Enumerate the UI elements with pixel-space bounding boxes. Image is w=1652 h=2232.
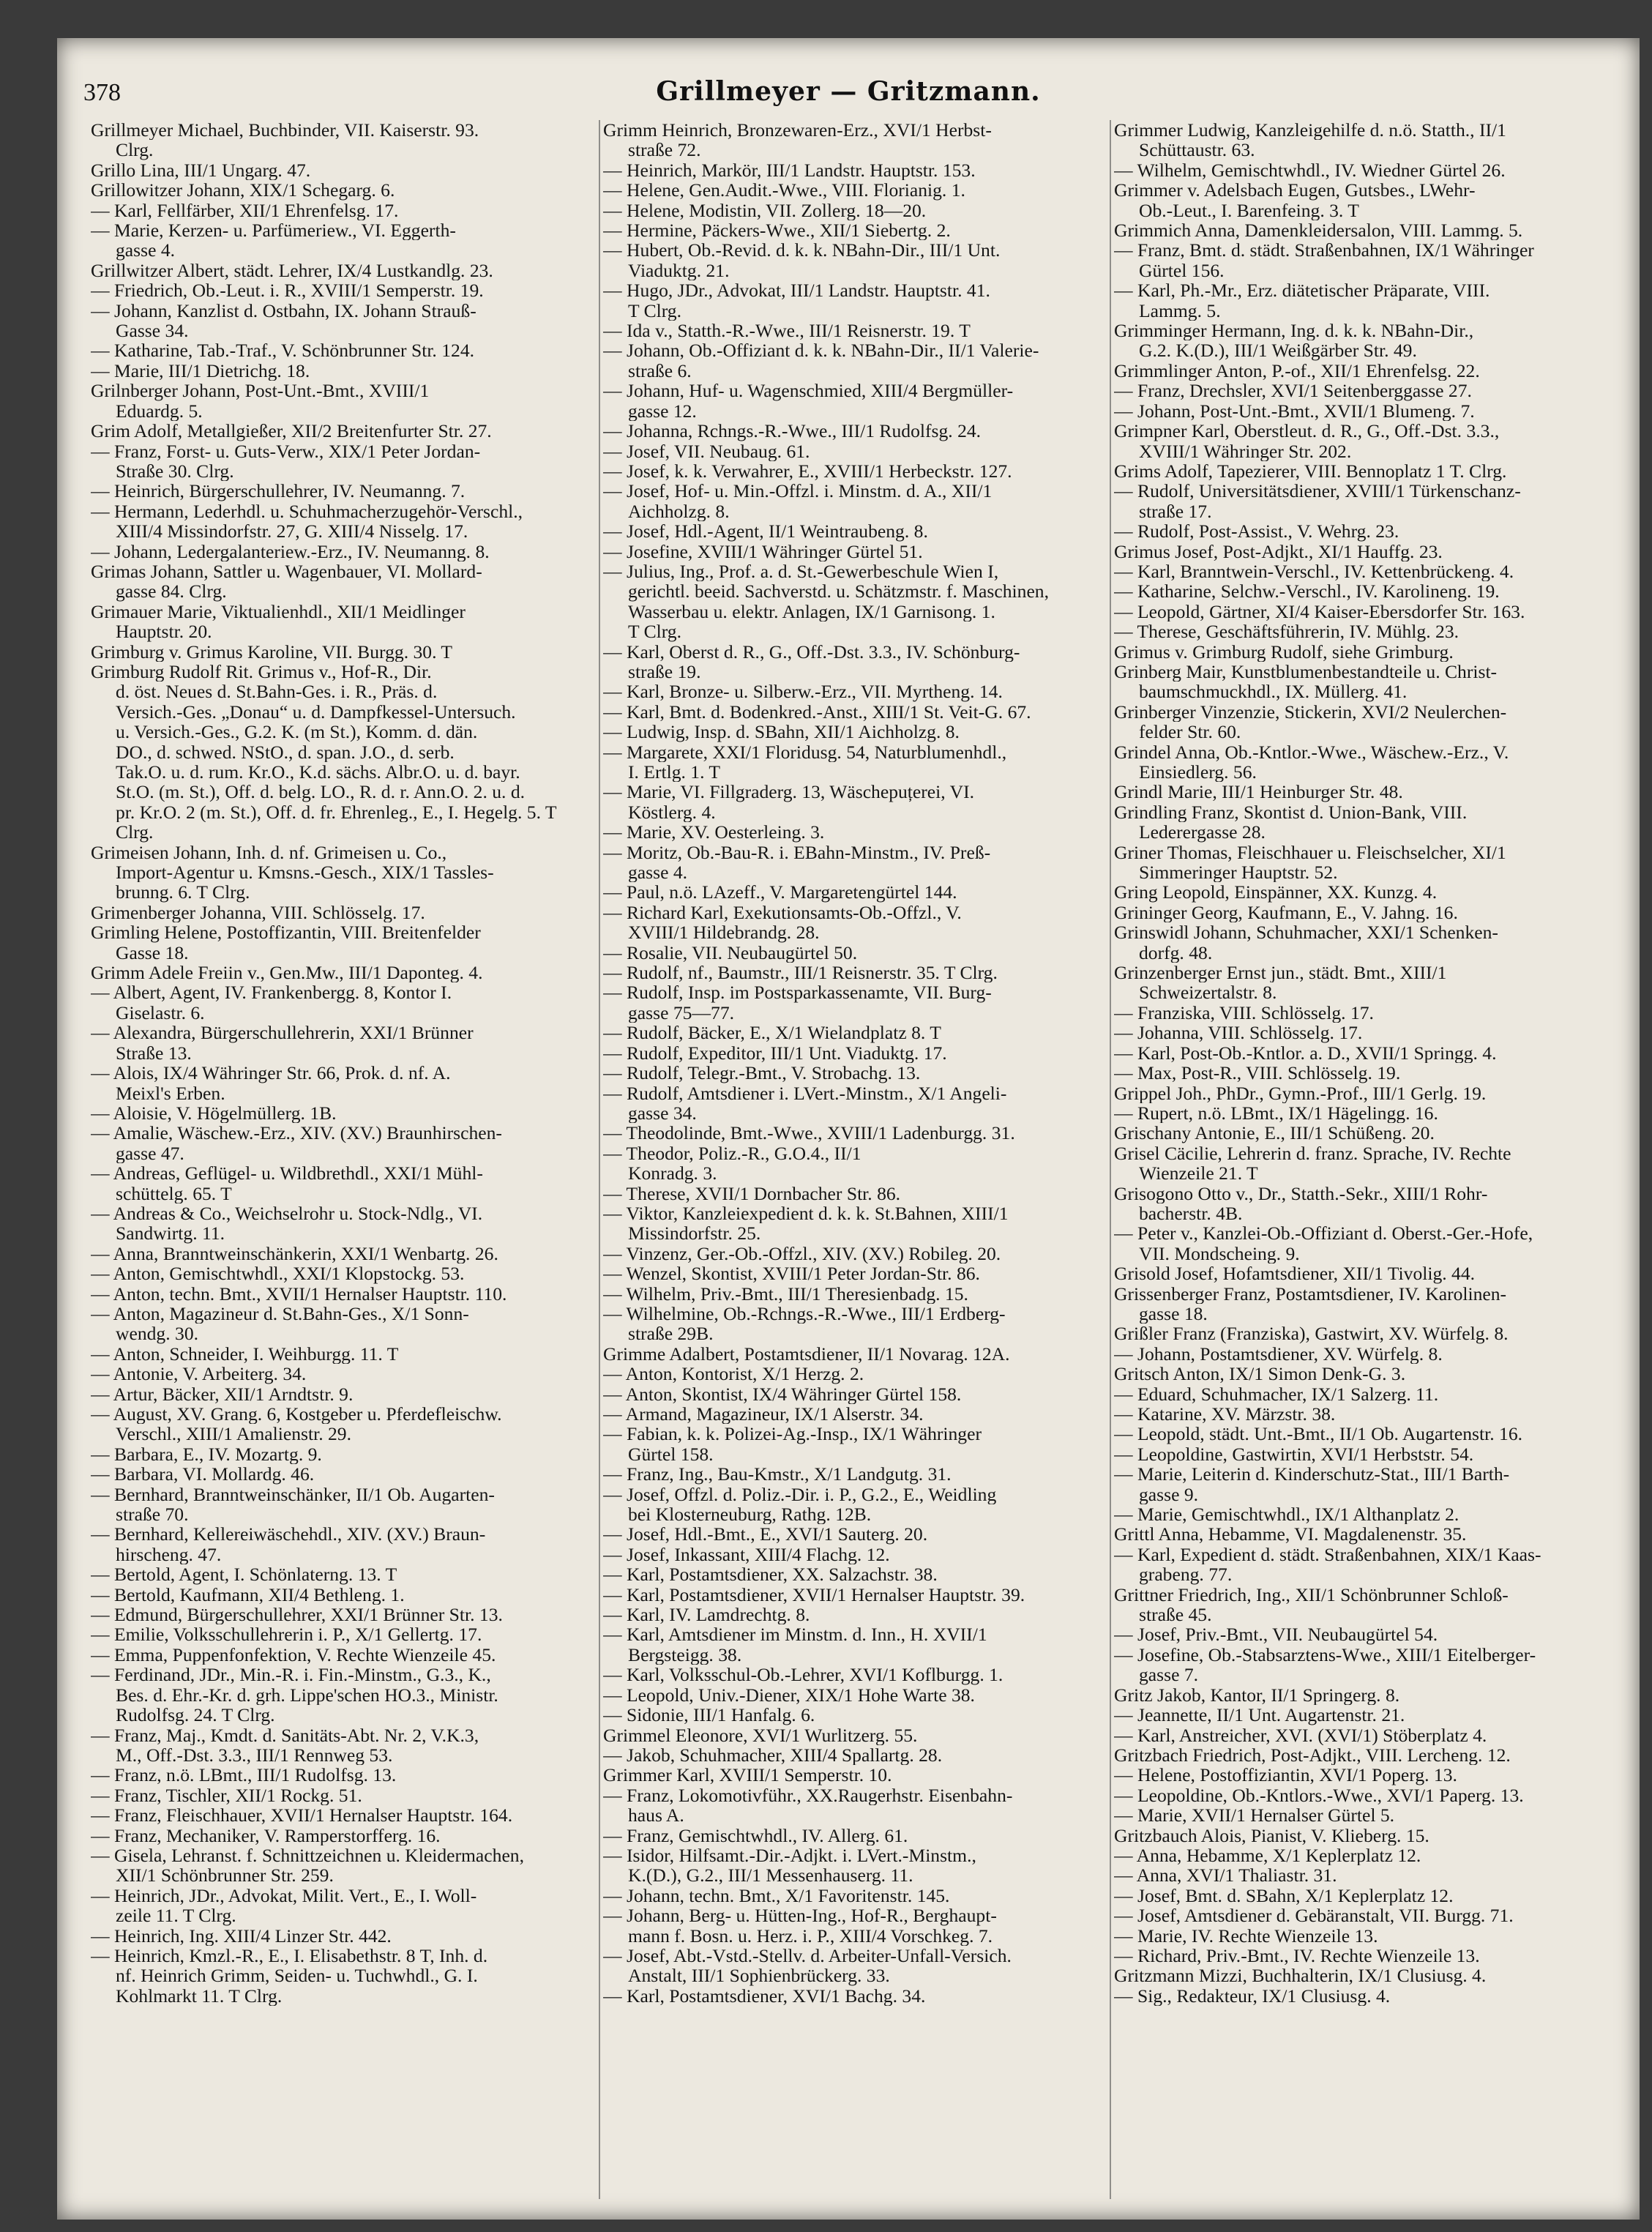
- entry-line: — Karl, Ph.-Mr., Erz. diätetischer Präparate, VIII.: [1114, 280, 1490, 301]
- entry-line: brunng. 6. T Clrg.: [116, 882, 250, 903]
- entry-line: — Amalie, Wäschew.-Erz., XIV. (XV.) Braunhirschen-: [91, 1123, 502, 1143]
- entry-line: — Marie, Leiterin d. Kinderschutz-Stat., III/1 Barth-: [1114, 1464, 1510, 1485]
- entry-line: — Eduard, Schuhmacher, IX/1 Salzerg. 11.: [1114, 1384, 1439, 1404]
- entry-line: — Bertold, Agent, I. Schönlaterng. 13. T: [91, 1564, 397, 1585]
- entry-line: — August, XV. Grang. 6, Kostgeber u. Pferdefleischw.: [91, 1404, 502, 1425]
- entry-line: — Rudolf, nf., Baumstr., III/1 Reisnerstr. 35. T Clrg.: [603, 963, 998, 983]
- entry-line: — Karl, Branntwein-Verschl., IV. Kettenbrückeng. 4.: [1114, 561, 1514, 582]
- entry-line: — Leopold, Univ.-Diener, XIX/1 Hohe Warte 38.: [603, 1684, 975, 1706]
- entry-line: zeile 11. T Clrg.: [116, 1906, 236, 1926]
- entry-line: — Josef, Priv.-Bmt., VII. Neubaugürtel 54.: [1114, 1624, 1438, 1645]
- entry-line: — Anton, Gemischtwhdl., XXI/1 Klopstockg. 53.: [91, 1264, 465, 1284]
- column-3: [1114, 120, 1619, 2006]
- entry-line: Anstalt, III/1 Sophienbrückerg. 33.: [628, 1966, 890, 1986]
- entry-line: T Clrg.: [628, 300, 682, 321]
- entry-line: — Franz, Forst- u. Guts-Verw., XIX/1 Peter Jordan-: [91, 441, 481, 461]
- entry-line: — Heinrich, Ing. XIII/4 Linzer Str. 442.: [91, 1925, 392, 1946]
- entry-line: — Karl, IV. Lamdrechtg. 8.: [603, 1605, 810, 1625]
- entry-line: Grimme Adalbert, Postamtsdiener, II/1 Novarag. 12A.: [603, 1343, 1010, 1365]
- entry-line: — Gisela, Lehranst. f. Schnittzeichnen u. Kleidermachen,: [91, 1845, 525, 1866]
- entry-line: Gritzbach Friedrich, Post-Adjkt., VIII. Lercheng. 12.: [1114, 1744, 1511, 1766]
- entry-line: gasse 4.: [116, 240, 176, 261]
- entry-line: gasse 4.: [628, 862, 688, 883]
- entry-line: — Vinzenz, Ger.-Ob.-Offzl., XIV. (XV.) Robileg. 20.: [603, 1243, 1001, 1264]
- entry-line: gasse 7.: [1139, 1665, 1199, 1685]
- entry-line: Grillowitzer Johann, XIX/1 Schegarg. 6.: [91, 180, 395, 201]
- entry-line: — Barbara, VI. Mollardg. 46.: [91, 1464, 315, 1485]
- entry-line: straße 6.: [628, 360, 692, 381]
- entry-line: — Andreas, Geflügel- u. Wildbrethdl., XXI/1 Mühl-: [91, 1163, 483, 1184]
- entry-line: Grims Adolf, Tapezierer, VIII. Bennoplatz 1 T. Clrg.: [1114, 460, 1507, 482]
- entry-line: G.2. K.(D.), III/1 Weißgärber Str. 49.: [1139, 340, 1417, 361]
- entry-line: — Johann, Kanzlist d. Ostbahn, IX. Johann Strauß-: [91, 300, 476, 321]
- entry-line: — Hubert, Ob.-Revid. d. k. k. NBahn-Dir., III/1 Unt.: [603, 240, 1001, 261]
- entry-line: — Edmund, Bürgerschullehrer, XXI/1 Brünner Str. 13.: [91, 1605, 503, 1625]
- entry-line: — Andreas & Co., Weichselrohr u. Stock-Ndlg., VI.: [91, 1203, 483, 1224]
- page-number: 378: [83, 79, 121, 106]
- entry-line: — Josef, Amtsdiener d. Gebäranstalt, VII. Burgg. 71.: [1114, 1906, 1514, 1926]
- entry-line: — Therese, XVII/1 Dornbacher Str. 86.: [603, 1183, 901, 1203]
- entry-line: Grimmer v. Adelsbach Eugen, Gutsbes., LWehr-: [1114, 180, 1476, 201]
- column-divider: [599, 120, 600, 2199]
- entry-line: — Franz, Maj., Kmdt. d. Sanitäts-Abt. Nr. 2, V.K.3,: [91, 1725, 479, 1745]
- entry-line: — Marie, Gemischtwhdl., IX/1 Althanplatz 2.: [1114, 1504, 1459, 1525]
- entry-line: — Rosalie, VII. Neubaugürtel 50.: [603, 942, 858, 963]
- entry-line: Giselastr. 6.: [116, 1002, 205, 1023]
- entry-line: pr. Kr.O. 2 (m. St.), Off. d. fr. Ehrenleg., E., I. Hegelg. 5. T: [116, 802, 557, 823]
- entry-line: — Sig., Redakteur, IX/1 Clusiusg. 4.: [1114, 1985, 1391, 2007]
- entry-line: — Emma, Puppenfonfektion, V. Rechte Wienzeile 45.: [91, 1644, 496, 1665]
- entry-line: Grimauer Marie, Viktualienhdl., XII/1 Meidlinger: [91, 601, 466, 622]
- entry-line: — Richard, Priv.-Bmt., IV. Rechte Wienzeile 13.: [1114, 1945, 1480, 1966]
- entry-line: — Karl, Fellfärber, XII/1 Ehrenfelsg. 17.: [91, 200, 399, 221]
- entry-line: — Viktor, Kanzleiexpedient d. k. k. St.Bahnen, XIII/1: [603, 1203, 1009, 1224]
- entry-line: — Franz, Tischler, XII/1 Rockg. 51.: [91, 1785, 362, 1806]
- entry-line: T Clrg.: [628, 622, 682, 642]
- entry-line: u. Versich.-Ges., G.2. K. (m St.), Komm. d. dän.: [116, 722, 478, 742]
- entry-line: — Friedrich, Ob.-Leut. i. R., XVIII/1 Semperstr. 19.: [91, 280, 484, 301]
- entry-line: — Johann, Post-Unt.-Bmt., XVII/1 Blumeng. 7.: [1114, 400, 1475, 422]
- entry-line: Bes. d. Ehr.-Kr. d. grh. Lippe'schen HO.3., Ministr.: [116, 1684, 498, 1706]
- entry-line: — Hermann, Lederhdl. u. Schuhmacherzugehör-Verschl.,: [91, 501, 523, 522]
- entry-line: — Anna, XVI/1 Thaliastr. 31.: [1114, 1865, 1337, 1886]
- entry-line: — Johann, Postamtsdiener, XV. Würfelg. 8.: [1114, 1343, 1443, 1365]
- entry-line: — Karl, Postamtsdiener, XVI/1 Bachg. 34.: [603, 1985, 926, 2007]
- entry-line: — Josefine, Ob.-Stabsarztens-Wwe., XIII/1 Eitelberger-: [1114, 1644, 1536, 1665]
- entry-line: Import-Agentur u. Kmsns.-Gesch., XIX/1 Tassles-: [116, 862, 494, 883]
- entry-line: — Karl, Post-Ob.-Kntlor. a. D., XVII/1 Springg. 4.: [1114, 1042, 1497, 1064]
- entry-line: bacherstr. 4B.: [1139, 1203, 1243, 1224]
- entry-line: Grinberger Vinzenzie, Stickerin, XVI/2 Neulerchen-: [1114, 701, 1507, 723]
- entry-line: — Franz, Drechsler, XVI/1 Seitenberggasse 27.: [1114, 381, 1472, 401]
- directory-page: [57, 38, 1640, 2220]
- entry-line: Verschl., XIII/1 Amalienstr. 29.: [116, 1424, 351, 1444]
- entry-line: — Emilie, Volksschullehrerin i. P., X/1 Gellertg. 17.: [91, 1624, 482, 1645]
- entry-line: Grimmel Eleonore, XVI/1 Wurlitzerg. 55.: [603, 1725, 918, 1745]
- entry-line: — Rudolf, Telegr.-Bmt., V. Strobachg. 13.: [603, 1063, 921, 1083]
- entry-line: Rudolfsg. 24. T Clrg.: [116, 1705, 275, 1725]
- entry-line: — Franz, Ing., Bau-Kmstr., X/1 Landgutg. 31.: [603, 1464, 952, 1485]
- entry-line: Wasserbau u. elektr. Anlagen, IX/1 Garnisong. 1.: [628, 601, 995, 622]
- entry-line: — Josef, Abt.-Vstd.-Stellv. d. Arbeiter-Unfall-Versich.: [603, 1945, 1012, 1966]
- entry-line: VII. Mondscheing. 9.: [1139, 1243, 1300, 1264]
- entry-line: — Margarete, XXI/1 Floridusg. 54, Naturblumenhdl.,: [603, 742, 1007, 762]
- entry-line: — Wilhelm, Priv.-Bmt., III/1 Theresienbadg. 15.: [603, 1283, 968, 1304]
- entry-line: Gürtel 158.: [628, 1444, 714, 1465]
- entry-line: — Jeannette, II/1 Unt. Augartenstr. 21.: [1114, 1705, 1405, 1725]
- entry-line: — Marie, VI. Fillgraderg. 13, Wäschepuțerei, VI.: [603, 782, 975, 802]
- entry-line: — Franz, Fleischhauer, XVII/1 Hernalser Hauptstr. 164.: [91, 1805, 513, 1826]
- entry-line: — Aloisie, V. Högelmüllerg. 1B.: [91, 1102, 337, 1124]
- entry-line: — Katarine, XV. Märzstr. 38.: [1114, 1404, 1336, 1425]
- entry-line: d. öst. Neues d. St.Bahn-Ges. i. R., Präs. d.: [116, 682, 438, 702]
- entry-line: — Johanna, Rchngs.-R.-Wwe., III/1 Rudolfsg. 24.: [603, 421, 982, 441]
- entry-line: — Josef, Hof- u. Min.-Offzl. i. Minstm. d. A., XII/1: [603, 481, 993, 501]
- entry-line: — Richard Karl, Exekutionsamts-Ob.-Offzl., V.: [603, 902, 962, 923]
- entry-line: Viaduktg. 21.: [628, 260, 730, 281]
- entry-line: haus A.: [628, 1805, 684, 1826]
- entry-line: gasse 34.: [628, 1102, 697, 1124]
- entry-line: — Johann, Ob.-Offiziant d. k. k. NBahn-Dir., II/1 Valerie-: [603, 340, 1039, 361]
- entry-line: — Peter v., Kanzlei-Ob.-Offiziant d. Oberst.-Ger.-Hofe,: [1114, 1223, 1533, 1244]
- entry-line: — Josef, Inkassant, XIII/4 Flachg. 12.: [603, 1544, 890, 1565]
- entry-line: baumschmuckhdl., IX. Müllerg. 41.: [1139, 682, 1408, 702]
- entry-line: — Franz, n.ö. LBmt., III/1 Rudolfsg. 13.: [91, 1765, 397, 1785]
- entry-line: gasse 84. Clrg.: [116, 581, 227, 602]
- entry-line: Gritzbauch Alois, Pianist, V. Klieberg. 15.: [1114, 1825, 1429, 1845]
- entry-line: — Heinrich, Bürgerschullehrer, IV. Neumanng. 7.: [91, 481, 466, 501]
- entry-line: — Rupert, n.ö. LBmt., IX/1 Hägelingg. 16.: [1114, 1102, 1438, 1124]
- entry-line: Gasse 18.: [116, 942, 189, 963]
- entry-line: Gasse 34.: [116, 321, 189, 341]
- entry-line: — Anton, Magazineur d. St.Bahn-Ges., X/1 Sonn-: [91, 1303, 469, 1324]
- entry-line: — Rudolf, Amtsdiener i. LVert.-Minstm., X/1 Angeli-: [603, 1083, 1007, 1103]
- entry-line: — Theodor, Poliz.-R., G.O.4., II/1: [603, 1143, 861, 1164]
- entry-line: — Karl, Expedient d. städt. Straßenbahnen, XIX/1 Kaas-: [1114, 1544, 1541, 1565]
- entry-line: — Julius, Ing., Prof. a. d. St.-Gewerbeschule Wien I,: [603, 561, 999, 582]
- entry-line: Meixl's Erben.: [116, 1083, 225, 1103]
- entry-line: — Karl, Volksschul-Ob.-Lehrer, XVI/1 Koflburgg. 1.: [603, 1665, 1003, 1685]
- entry-line: — Anna, Branntweinschänkerin, XXI/1 Wenbartg. 26.: [91, 1243, 498, 1264]
- entry-line: straße 70.: [116, 1504, 189, 1525]
- entry-line: — Isidor, Hilfsamt.-Dir.-Adjkt. i. LVert.-Minstm.,: [603, 1845, 976, 1866]
- entry-line: gasse 12.: [628, 400, 697, 422]
- entry-line: — Marie, III/1 Dietrichg. 18.: [91, 360, 310, 381]
- entry-line: — Helene, Postoffiziantin, XVI/1 Poperg. 13.: [1114, 1765, 1457, 1785]
- entry-line: gasse 47.: [116, 1143, 184, 1164]
- entry-line: Grißler Franz (Franziska), Gastwirt, XV. Würfelg. 8.: [1114, 1324, 1509, 1344]
- entry-line: — Moritz, Ob.-Bau-R. i. EBahn-Minstm., IV. Preß-: [603, 842, 991, 863]
- entry-line: wendg. 30.: [116, 1324, 199, 1344]
- entry-line: — Wenzel, Skontist, XVIII/1 Peter Jordan-Str. 86.: [603, 1264, 980, 1284]
- entry-line: — Marie, XVII/1 Hernalser Gürtel 5.: [1114, 1805, 1395, 1826]
- entry-line: — Josef, VII. Neubaug. 61.: [603, 441, 810, 461]
- entry-line: — Bernhard, Kellereiwäschehdl., XIV. (XV.) Braun-: [91, 1524, 486, 1545]
- entry-line: — Alois, IX/4 Währinger Str. 66, Prok. d. nf. A.: [91, 1063, 451, 1083]
- entry-line: felder Str. 60.: [1139, 722, 1241, 742]
- entry-line: Grimus v. Grimburg Rudolf, siehe Grimburg.: [1114, 641, 1454, 662]
- entry-line: bei Klosterneuburg, Rathg. 12B.: [628, 1504, 872, 1525]
- column-1: [91, 120, 596, 2006]
- entry-line: — Ludwig, Insp. d. SBahn, XII/1 Aichholzg. 8.: [603, 722, 960, 742]
- entry-line: straße 45.: [1139, 1605, 1212, 1625]
- entry-line: Grimmer Karl, XVIII/1 Semperstr. 10.: [603, 1765, 892, 1785]
- entry-line: Gritz Jakob, Kantor, II/1 Springerg. 8.: [1114, 1684, 1400, 1706]
- entry-line: Griner Thomas, Fleischhauer u. Fleischselcher, XI/1: [1114, 842, 1506, 863]
- entry-line: — Rudolf, Expeditor, III/1 Unt. Viaduktg. 17.: [603, 1042, 947, 1064]
- entry-line: Grillmeyer Michael, Buchbinder, VII. Kaiserstr. 93.: [91, 120, 479, 141]
- entry-line: — Anton, techn. Bmt., XVII/1 Hernalser Hauptstr. 110.: [91, 1283, 507, 1304]
- entry-line: — Hugo, JDr., Advokat, III/1 Landstr. Hauptstr. 41.: [603, 280, 990, 301]
- entry-line: Grittl Anna, Hebamme, VI. Magdalenenstr. 35.: [1114, 1524, 1467, 1545]
- entry-line: — Max, Post-R., VIII. Schlösselg. 19.: [1114, 1063, 1401, 1083]
- entry-line: — Johann, Ledergalanteriew.-Erz., IV. Neumanng. 8.: [91, 541, 490, 561]
- entry-line: — Theodolinde, Bmt.-Wwe., XVIII/1 Ladenburgg. 31.: [603, 1123, 1015, 1143]
- entry-line: — Franz, Gemischtwhdl., IV. Allerg. 61.: [603, 1825, 908, 1845]
- entry-line: Grimus Josef, Post-Adjkt., XI/1 Hauffg. 23.: [1114, 541, 1443, 561]
- entry-line: Grisel Cäcilie, Lehrerin d. franz. Sprache, IV. Rechte: [1114, 1143, 1511, 1164]
- entry-line: — Bernhard, Branntweinschänker, II/1 Ob. Augarten-: [91, 1484, 495, 1505]
- entry-line: — Hermine, Päckers-Wwe., XII/1 Siebertg. 2.: [603, 220, 951, 241]
- entry-line: — Paul, n.ö. LAzeff., V. Margaretengürtel 144.: [603, 882, 957, 903]
- entry-line: — Armand, Magazineur, IX/1 Alserstr. 34.: [603, 1404, 924, 1425]
- entry-line: Grinswidl Johann, Schuhmacher, XXI/1 Schenken-: [1114, 922, 1498, 943]
- entry-line: straße 29B.: [628, 1324, 714, 1344]
- entry-line: — Marie, XV. Oesterleing. 3.: [603, 822, 825, 843]
- entry-line: — Helene, Gen.Audit.-Wwe., VIII. Florianig. 1.: [603, 180, 965, 201]
- entry-line: — Antonie, V. Arbeiterg. 34.: [91, 1364, 307, 1384]
- entry-line: — Leopold, Gärtner, XI/4 Kaiser-Ebersdorfer Str. 163.: [1114, 601, 1525, 622]
- entry-line: — Helene, Modistin, VII. Zollerg. 18—20.: [603, 200, 927, 221]
- entry-line: — Johann, Berg- u. Hütten-Ing., Hof-R., Berghaupt-: [603, 1906, 997, 1926]
- entry-line: Bergsteigg. 38.: [628, 1644, 742, 1665]
- entry-line: — Ferdinand, JDr., Min.-R. i. Fin.-Minstm., G.3., K.,: [91, 1665, 491, 1685]
- entry-line: — Karl, Amtsdiener im Minstm. d. Inn., H. XVII/1: [603, 1624, 987, 1645]
- entry-line: DO., d. schwed. NStO., d. span. J.O., d. serb.: [116, 742, 455, 762]
- entry-line: Grimas Johann, Sattler u. Wagenbauer, VI. Mollard-: [91, 561, 482, 582]
- entry-line: — Artur, Bäcker, XII/1 Arndtstr. 9.: [91, 1384, 354, 1404]
- entry-line: — Rudolf, Bäcker, E., X/1 Wielandplatz 8. T: [603, 1023, 941, 1043]
- entry-line: Grindel Anna, Ob.-Kntlor.-Wwe., Wäschew.-Erz., V.: [1114, 742, 1509, 762]
- entry-line: grabeng. 77.: [1139, 1564, 1233, 1585]
- entry-line: gasse 18.: [1139, 1303, 1208, 1324]
- entry-line: Köstlerg. 4.: [628, 802, 716, 823]
- entry-line: — Barbara, E., IV. Mozartg. 9.: [91, 1444, 322, 1465]
- entry-line: Grittner Friedrich, Ing., XII/1 Schönbrunner Schloß-: [1114, 1584, 1509, 1605]
- entry-line: M., Off.-Dst. 3.3., III/1 Rennweg 53.: [116, 1744, 393, 1766]
- entry-line: Grimm Heinrich, Bronzewaren-Erz., XVI/1 Herbst-: [603, 120, 992, 141]
- entry-line: — Franz, Bmt. d. städt. Straßenbahnen, IX/1 Währinger: [1114, 240, 1534, 261]
- entry-line: Straße 13.: [116, 1042, 192, 1064]
- entry-line: — Alexandra, Bürgerschullehrerin, XXI/1 Brünner: [91, 1023, 474, 1043]
- entry-line: Grimburg v. Grimus Karoline, VII. Burgg. 30. T: [91, 641, 453, 662]
- entry-line: — Josef, Hdl.-Bmt., E., XVI/1 Sauterg. 20.: [603, 1524, 928, 1545]
- entry-line: — Rudolf, Universitätsdiener, XVIII/1 Türkenschanz-: [1114, 481, 1521, 501]
- entry-line: Gritsch Anton, IX/1 Simon Denk-G. 3.: [1114, 1364, 1406, 1384]
- entry-line: — Bertold, Kaufmann, XII/4 Bethleng. 1.: [91, 1584, 405, 1605]
- entry-line: hirscheng. 47.: [116, 1544, 222, 1565]
- entry-line: — Albert, Agent, IV. Frankenbergg. 8, Kontor I.: [91, 982, 452, 1003]
- entry-line: — Marie, IV. Rechte Wienzeile 13.: [1114, 1925, 1378, 1946]
- entry-line: Grimmer Ludwig, Kanzleigehilfe d. n.ö. Statth., II/1: [1114, 120, 1506, 141]
- entry-line: — Josef, Hdl.-Agent, II/1 Weintraubeng. 8.: [603, 521, 928, 542]
- entry-line: Grischany Antonie, E., III/1 Schüßeng. 20.: [1114, 1123, 1435, 1143]
- entry-line: Schweizertalstr. 8.: [1139, 982, 1277, 1003]
- entry-line: Grimmlinger Anton, P.-of., XII/1 Ehrenfelsg. 22.: [1114, 360, 1480, 381]
- entry-line: — Anton, Schneider, I. Weihburgg. 11. T: [91, 1343, 399, 1365]
- entry-line: mann f. Bosn. u. Herz. i. P., XIII/4 Vorschkeg. 7.: [628, 1925, 993, 1946]
- entry-line: — Josef, Offzl. d. Poliz.-Dir. i. P., G.2., E., Weidling: [603, 1484, 997, 1505]
- running-header: Grillmeyer — Gritzmann.: [656, 76, 1041, 107]
- entry-line: — Anna, Hebamme, X/1 Keplerplatz 12.: [1114, 1845, 1421, 1866]
- entry-line: — Josefine, XVIII/1 Währinger Gürtel 51.: [603, 541, 923, 561]
- column-2: [603, 120, 1108, 2006]
- entry-line: — Josef, k. k. Verwahrer, E., XVIII/1 Herbeckstr. 127.: [603, 460, 1012, 482]
- entry-line: Schüttaustr. 63.: [1139, 140, 1255, 160]
- entry-line: Lederergasse 28.: [1139, 822, 1266, 843]
- entry-line: Clrg.: [116, 140, 154, 160]
- entry-line: Grimenberger Johanna, VIII. Schlösselg. 17.: [91, 902, 425, 923]
- entry-line: — Franz, Mechaniker, V. Ramperstorfferg. 16.: [91, 1825, 441, 1845]
- entry-line: Grindling Franz, Skontist d. Union-Bank, VIII.: [1114, 802, 1468, 823]
- entry-line: XII/1 Schönbrunner Str. 259.: [116, 1865, 334, 1886]
- entry-line: Grimminger Hermann, Ing. d. k. k. NBahn-Dir.,: [1114, 321, 1474, 341]
- column-divider: [1110, 120, 1111, 2199]
- entry-line: Grindl Marie, III/1 Heinburger Str. 48.: [1114, 782, 1403, 802]
- entry-line: Grisogono Otto v., Dr., Statth.-Sekr., XIII/1 Rohr-: [1114, 1183, 1488, 1203]
- entry-line: Straße 30. Clrg.: [116, 460, 234, 482]
- entry-line: Grillwitzer Albert, städt. Lehrer, IX/4 Lustkandlg. 23.: [91, 260, 493, 281]
- entry-line: gasse 9.: [1139, 1484, 1199, 1505]
- entry-line: — Karl, Bmt. d. Bodenkred.-Anst., XIII/1 St. Veit-G. 67.: [603, 701, 1031, 723]
- entry-line: Grimmich Anna, Damenkleidersalon, VIII. Lammg. 5.: [1114, 220, 1523, 241]
- entry-line: Grisold Josef, Hofamtsdiener, XII/1 Tivolig. 44.: [1114, 1264, 1476, 1284]
- entry-line: — Katharine, Tab.-Traf., V. Schönbrunner Str. 124.: [91, 340, 475, 361]
- entry-line: — Wilhelmine, Ob.-Rchngs.-R.-Wwe., III/1 Erdberg-: [603, 1303, 1006, 1324]
- entry-line: Gürtel 156.: [1139, 260, 1225, 281]
- entry-line: straße 17.: [1139, 501, 1212, 522]
- entry-line: — Anton, Skontist, IX/4 Währinger Gürtel 158.: [603, 1384, 962, 1404]
- entry-line: — Heinrich, Kmzl.-R., E., I. Elisabethstr. 8 T, Inh. d.: [91, 1945, 488, 1966]
- entry-line: — Rudolf, Insp. im Postsparkassenamte, VII. Burg-: [603, 982, 992, 1003]
- entry-line: Eduardg. 5.: [116, 400, 203, 422]
- entry-line: XVIII/1 Hildebrandg. 28.: [628, 922, 820, 943]
- entry-line: Grim Adolf, Metallgießer, XII/2 Breitenfurter Str. 27.: [91, 421, 492, 441]
- entry-line: — Johanna, VIII. Schlösselg. 17.: [1114, 1023, 1363, 1043]
- entry-line: straße 72.: [628, 140, 701, 160]
- entry-line: — Wilhelm, Gemischtwhdl., IV. Wiedner Gürtel 26.: [1114, 160, 1506, 181]
- entry-line: Grippel Joh., PhDr., Gymn.-Prof., III/1 Gerlg. 19.: [1114, 1083, 1487, 1103]
- entry-line: K.(D.), G.2., III/1 Messenhauserg. 11.: [628, 1865, 913, 1886]
- entry-line: nf. Heinrich Grimm, Seiden- u. Tuchwhdl., G. I.: [116, 1966, 478, 1986]
- entry-line: — Leopold, städt. Unt.-Bmt., II/1 Ob. Augartenstr. 16.: [1114, 1424, 1523, 1444]
- entry-line: — Jakob, Schuhmacher, XIII/4 Spallartg. 28.: [603, 1744, 943, 1766]
- entry-line: — Rudolf, Post-Assist., V. Wehrg. 23.: [1114, 521, 1399, 542]
- entry-line: Aichholzg. 8.: [628, 501, 730, 522]
- entry-line: — Karl, Oberst d. R., G., Off.-Dst. 3.3., IV. Schönburg-: [603, 641, 1020, 662]
- entry-line: St.O. (m. St.), Off. d. belg. LO., R. d. r. Ann.O. 2. u. d.: [116, 782, 526, 802]
- entry-line: Grissenberger Franz, Postamtsdiener, IV. Karolinen-: [1114, 1283, 1507, 1304]
- entry-line: Gritzmann Mizzi, Buchhalterin, IX/1 Clusiusg. 4.: [1114, 1966, 1487, 1986]
- entry-line: Hauptstr. 20.: [116, 622, 212, 642]
- entry-line: Kohlmarkt 11. T Clrg.: [116, 1985, 283, 2007]
- entry-line: — Johann, techn. Bmt., X/1 Favoritenstr. 145.: [603, 1885, 950, 1906]
- entry-line: Tak.O. u. d. rum. Kr.O., K.d. sächs. Albr.O. u. d. bayr.: [116, 762, 520, 783]
- entry-line: Einsiedlerg. 56.: [1139, 762, 1257, 783]
- entry-line: Ob.-Leut., I. Barenfeing. 3. T: [1139, 200, 1359, 221]
- entry-line: Grimpner Karl, Oberstleut. d. R., G., Off.-Dst. 3.3.,: [1114, 421, 1500, 441]
- entry-line: Missindorfstr. 25.: [628, 1223, 761, 1244]
- entry-line: Versich.-Ges. „Donau“ u. d. Dampfkessel-Untersuch.: [116, 701, 516, 723]
- entry-line: Grinzenberger Ernst jun., städt. Bmt., XIII/1: [1114, 963, 1447, 983]
- entry-line: gerichtl. beeid. Sachverstd. u. Schätzmstr. f. Maschinen,: [628, 581, 1049, 602]
- entry-line: — Karl, Postamtsdiener, XX. Salzachstr. 38.: [603, 1564, 938, 1585]
- entry-line: Lammg. 5.: [1139, 300, 1221, 321]
- entry-line: I. Ertlg. 1. T: [628, 762, 721, 783]
- entry-line: — Ida v., Statth.-R.-Wwe., III/1 Reisnerstr. 19. T: [603, 321, 971, 341]
- entry-line: — Sidonie, III/1 Hanfalg. 6.: [603, 1705, 815, 1725]
- entry-line: — Karl, Postamtsdiener, XVII/1 Hernalser Hauptstr. 39.: [603, 1584, 1025, 1605]
- entry-line: gasse 75—77.: [628, 1002, 735, 1023]
- entry-line: straße 19.: [628, 661, 701, 682]
- entry-line: Wienzeile 21. T: [1139, 1163, 1258, 1184]
- entry-line: Grimm Adele Freiin v., Gen.Mw., III/1 Daponteg. 4.: [91, 963, 483, 983]
- entry-line: Konradg. 3.: [628, 1163, 717, 1184]
- entry-line: Grillo Lina, III/1 Ungarg. 47.: [91, 160, 311, 181]
- entry-line: Grimeisen Johann, Inh. d. nf. Grimeisen u. Co.,: [91, 842, 447, 863]
- entry-line: — Leopoldine, Gastwirtin, XVI/1 Herbststr. 54.: [1114, 1444, 1474, 1465]
- entry-line: — Johann, Huf- u. Wagenschmied, XIII/4 Bergmüller-: [603, 381, 1014, 401]
- entry-line: — Leopoldine, Ob.-Kntlors.-Wwe., XVI/1 Paperg. 13.: [1114, 1785, 1524, 1806]
- entry-line: — Karl, Anstreicher, XVI. (XVI/1) Stöberplatz 4.: [1114, 1725, 1487, 1745]
- entry-line: Gring Leopold, Einspänner, XX. Kunzg. 4.: [1114, 882, 1438, 903]
- entry-line: — Heinrich, Markör, III/1 Landstr. Hauptstr. 153.: [603, 160, 976, 181]
- entry-line: schüttelg. 65. T: [116, 1183, 232, 1203]
- entry-line: — Franz, Lokomotivführ., XX.Raugerhstr. Eisenbahn-: [603, 1785, 1013, 1806]
- entry-line: XVIII/1 Währinger Str. 202.: [1139, 441, 1352, 461]
- entry-line: dorfg. 48.: [1139, 942, 1213, 963]
- entry-line: XIII/4 Missindorfstr. 27, G. XIII/4 Nisselg. 17.: [116, 521, 468, 542]
- entry-line: Sandwirtg. 11.: [116, 1223, 225, 1244]
- entry-line: Grimling Helene, Postoffizantin, VIII. Breitenfelder: [91, 922, 481, 943]
- entry-line: — Karl, Bronze- u. Silberw.-Erz., VII. Myrtheng. 14.: [603, 682, 1003, 702]
- entry-line: Grimburg Rudolf Rit. Grimus v., Hof-R., Dir.: [91, 661, 432, 682]
- entry-line: Grinberg Mair, Kunstblumenbestandteile u. Christ-: [1114, 661, 1498, 682]
- entry-line: — Therese, Geschäftsführerin, IV. Mühlg. 23.: [1114, 622, 1459, 642]
- entry-line: — Franziska, VIII. Schlösselg. 17.: [1114, 1002, 1374, 1023]
- entry-line: — Katharine, Selchw.-Verschl., IV. Karolineng. 19.: [1114, 581, 1500, 602]
- entry-line: — Fabian, k. k. Polizei-Ag.-Insp., IX/1 Währinger: [603, 1424, 982, 1444]
- entry-line: Clrg.: [116, 822, 154, 843]
- entry-line: Grininger Georg, Kaufmann, E., V. Jahng. 16.: [1114, 902, 1458, 923]
- entry-line: Simmeringer Hauptstr. 52.: [1139, 862, 1338, 883]
- entry-line: Grilnberger Johann, Post-Unt.-Bmt., XVIII/1: [91, 381, 430, 401]
- entry-line: — Heinrich, JDr., Advokat, Milit. Vert., E., I. Woll-: [91, 1885, 477, 1906]
- entry-line: — Josef, Bmt. d. SBahn, X/1 Keplerplatz 12.: [1114, 1885, 1454, 1906]
- entry-line: — Anton, Kontorist, X/1 Herzg. 2.: [603, 1364, 864, 1384]
- entry-line: — Marie, Kerzen- u. Parfümeriew., VI. Eggerth-: [91, 220, 456, 241]
